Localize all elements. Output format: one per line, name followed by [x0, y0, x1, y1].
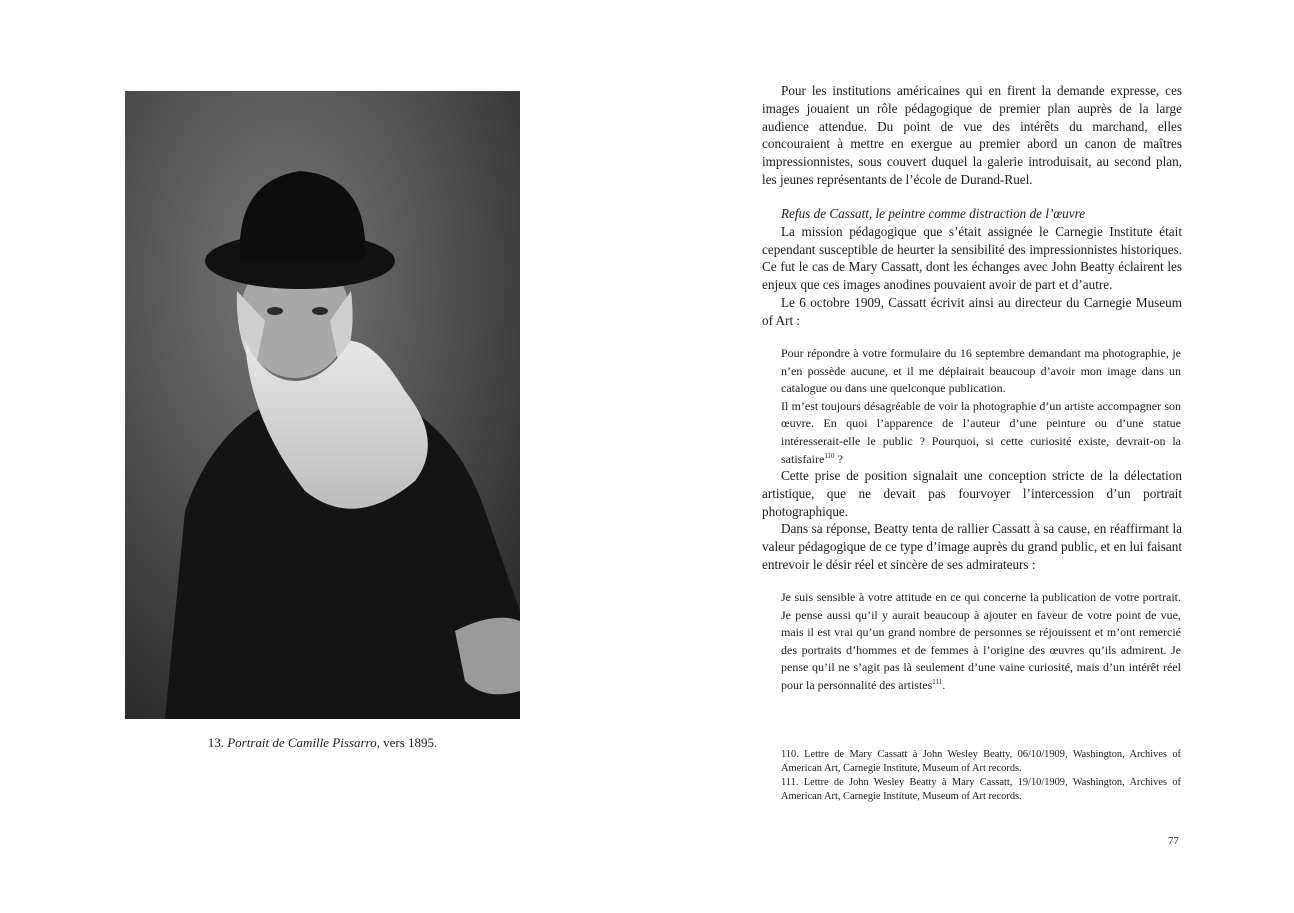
- footnotes: [781, 748, 1181, 804]
- paragraph-2: La mission pédagogique que s’était assignée le Carnegie Institute était cependant susceptible de heurter la sensibilité des impressionnistes historiques. Ce fut le cas de Mary Cassatt, dont les échanges avec John Beatty éclairent les enjeux que ces images anodines pouvaient avoir de part et d’autre.: [762, 223, 1182, 293]
- quote-1-para-2: Il m’est toujours désagréable de voir la photographie d’un artiste accompagner son œuvre. En quoi l’apparence de l’auteur d’une peinture ou d’une statue intéresserait-elle le public ? Pourquoi, si cette curiosité existe, devrait-on la satisfaire: [781, 398, 1181, 466]
- caption-date: , vers 1895.: [376, 735, 438, 750]
- block-quote-cassatt: [781, 345, 1181, 468]
- paragraph-3: Le 6 octobre 1909, Cassatt écrivit ainsi au directeur du Carnegie Museum of Art :: [762, 294, 1182, 328]
- footnote-ref-111[interactable]: 111: [932, 677, 943, 686]
- section-refus: [762, 205, 1182, 330]
- footnote-ref-110[interactable]: 110: [824, 451, 835, 460]
- quote-1-para-1: Pour répondre à votre formulaire du 16 septembre demandant ma photographie, je n’en possède aucune, et il me déplairait beaucoup d’avoir mon image dans un catalogue ou dans une quelconque publication.: [781, 346, 1181, 396]
- body-column-top: [762, 82, 1182, 189]
- quote-2-end: .: [942, 677, 946, 692]
- portrait-photograph-icon: [125, 91, 520, 719]
- footnote-110-number: 110.: [781, 749, 805, 760]
- page-number: 77: [1168, 835, 1179, 847]
- footnote-111-number: 111.: [781, 777, 804, 788]
- block-quote-beatty: [781, 589, 1181, 695]
- footnote-110-text: Lettre de Mary Cassatt à John Wesley Beatty, 06/10/1909, Washington, Archives of American Art, Carnegie Institute, Museum of Art records.: [781, 749, 1181, 774]
- caption-title: Portrait de Camille Pissarro: [227, 735, 377, 750]
- caption-number: 13.: [207, 735, 228, 750]
- paragraph-1: Pour les institutions américaines qui en firent la demande expresse, ces images jouaient un rôle pédagogique de premier plan auprès de la large audience attendue. Du point de vue des intérêts du marchand, elles concouraient à mettre en exergue au premier abord un canon de maîtres impressionnistes, sous couvert duquel la galerie introduisait, au second plan, les jeunes représentants de l’école de Durand-Ruel.: [762, 83, 1182, 187]
- paragraph-5: Dans sa réponse, Beatty tenta de rallier Cassatt à sa cause, en réaffirmant la valeur pédagogique de ce type d’image auprès du grand public, et en lui faisant entrevoir le désir réel et sincère de ses admirateurs :: [762, 521, 1182, 572]
- section-subheading: Refus de Cassatt, le peintre comme distraction de l’œuvre: [781, 206, 1086, 221]
- body-column-middle: [762, 467, 1182, 574]
- paragraph-4: Cette prise de position signalait une conception stricte de la délectation artistique, que ne devait pas fourvoyer l’intercession d’un portrait photographique.: [762, 468, 1182, 519]
- portrait-illustration: [125, 91, 520, 719]
- figure-caption: [125, 735, 520, 751]
- footnote-111-text: Lettre de John Wesley Beatty à Mary Cassatt, 19/10/1909, Washington, Archives of American Art, Carnegie Institute, Museum of Art records.: [781, 777, 1181, 802]
- quote-2-text: Je suis sensible à votre attitude en ce qui concerne la publication de votre portrait. Je pense aussi qu’il y aurait beaucoup à ajouter en faveur de votre point de vue, mais il est vrai qu’un grand nombre de personnes se réjouissent et m’ont remercié des portraits d’hommes et de femmes à l’origine des œuvres qu’ils admirent. Je pense qu’il ne s’agit pas là seulement d’une vaine curiosité, mais d’un intérêt réel pour la personnalité des artistes: [781, 590, 1181, 692]
- quote-1-end: ?: [834, 451, 843, 466]
- footnote-111: [781, 776, 1181, 804]
- footnote-110: [781, 748, 1181, 776]
